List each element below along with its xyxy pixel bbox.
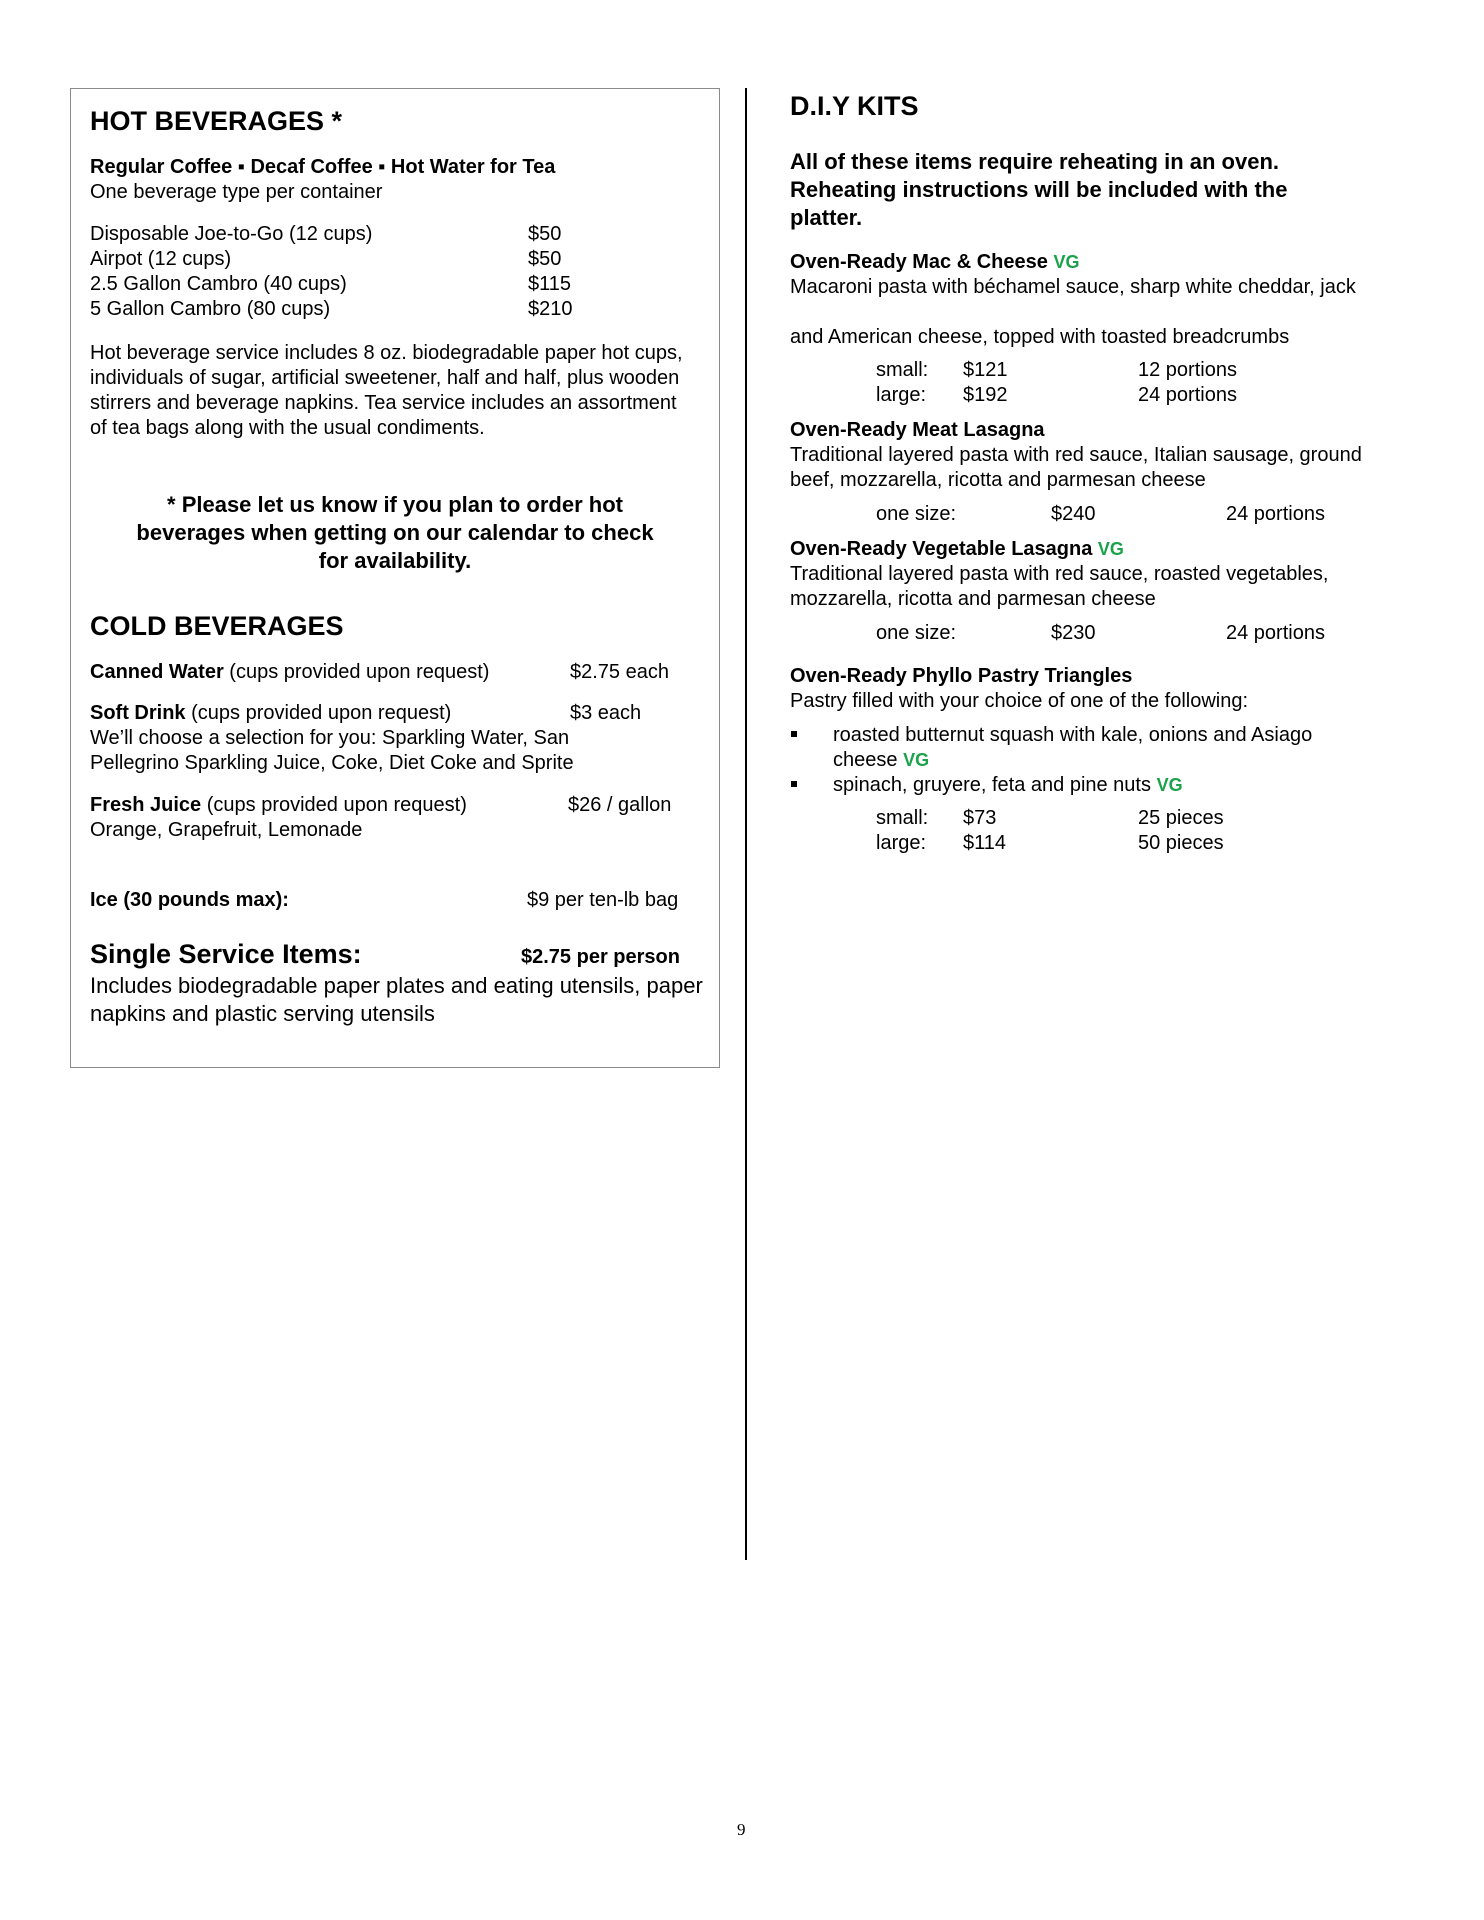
mac-cheese-name: Oven-Ready Mac & Cheese (790, 251, 1048, 273)
price-amount: $192 (963, 384, 1008, 406)
diy-intro: All of these items require reheating in an oven. Reheating instructions will be included with the platter. (790, 149, 1288, 230)
fresh-juice-line (90, 793, 467, 818)
phyllo-option-1-cont (833, 748, 929, 773)
phyllo-option-2: spinach, gruyere, feta and pine nuts (833, 774, 1151, 796)
price-size: small: (876, 807, 929, 829)
ice-label: Ice (30 pounds max): (90, 889, 289, 911)
mac-cheese-description-1: Macaroni pasta with béchamel sauce, sharp white cheddar, jack (790, 276, 1356, 298)
hot-item-price: $115 (528, 273, 572, 295)
canned-water-note: (cups provided upon request) (229, 661, 490, 683)
soft-drink-line (90, 701, 451, 726)
vegetarian-badge: VG (903, 750, 930, 770)
soft-drink-note: (cups provided upon request) (191, 702, 452, 724)
veg-lasagna-description: Traditional layered pasta with red sauce, roasted vegetables, mozzarella, ricotta and parmesan cheese (790, 563, 1329, 610)
mac-cheese-heading (790, 250, 1079, 275)
hot-item-name: 5 Gallon Cambro (80 cups) (90, 298, 331, 320)
mac-cheese-description-2: and American cheese, topped with toasted breadcrumbs (790, 326, 1290, 348)
hot-item-name: Disposable Joe-to-Go (12 cups) (90, 223, 373, 245)
phyllo-option-1-end: cheese (833, 749, 898, 771)
hot-beverage-types-note: One beverage type per container (90, 181, 383, 203)
diy-kits-title: D.I.Y KITS (790, 91, 919, 121)
price-size: large: (876, 832, 927, 854)
hot-item-name: Airpot (12 cups) (90, 248, 232, 270)
price-size: large: (876, 384, 927, 406)
column-divider (745, 88, 747, 1560)
price-portions: 24 portions (1138, 384, 1237, 406)
hot-item-name: 2.5 Gallon Cambro (40 cups) (90, 273, 347, 295)
fresh-juice-price: $26 / gallon (568, 794, 672, 816)
canned-water-name: Canned Water (90, 661, 224, 683)
price-portions: 12 portions (1138, 359, 1237, 381)
veg-lasagna-name: Oven-Ready Vegetable Lasagna (790, 538, 1093, 560)
price-size: small: (876, 359, 929, 381)
fresh-juice-description: Orange, Grapefruit, Lemonade (90, 819, 363, 841)
price-portions: 50 pieces (1138, 832, 1224, 854)
hot-beverage-types: Regular Coffee ▪ Decaf Coffee ▪ Hot Water for Tea (90, 156, 556, 178)
bullet-icon (791, 781, 797, 787)
price-amount: $73 (963, 807, 997, 829)
fresh-juice-name: Fresh Juice (90, 794, 202, 816)
price-amount: $240 (1051, 503, 1096, 525)
price-size: one size: (876, 622, 957, 644)
price-size: one size: (876, 503, 957, 525)
price-amount: $121 (963, 359, 1008, 381)
page-number: 9 (737, 1820, 746, 1839)
price-portions: 24 portions (1226, 622, 1325, 644)
single-service-price: $2.75 per person (521, 946, 680, 968)
hot-item-price: $210 (528, 298, 573, 320)
vegetarian-badge: VG (1053, 252, 1080, 272)
soft-drink-name: Soft Drink (90, 702, 186, 724)
canned-water-price: $2.75 each (570, 661, 669, 683)
soft-drink-price: $3 each (570, 702, 642, 724)
price-amount: $114 (963, 832, 1007, 854)
phyllo-option-1: roasted butternut squash with kale, onions and Asiago (833, 724, 1313, 746)
meat-lasagna-name: Oven-Ready Meat Lasagna (790, 419, 1045, 441)
phyllo-description: Pastry filled with your choice of one of the following: (790, 690, 1249, 712)
price-amount: $230 (1051, 622, 1096, 644)
hot-item-price: $50 (528, 248, 562, 270)
vegetarian-badge: VG (1156, 775, 1183, 795)
veg-lasagna-heading (790, 537, 1124, 562)
price-portions: 25 pieces (1138, 807, 1224, 829)
meat-lasagna-description: Traditional layered pasta with red sauce, Italian sausage, ground beef, mozzarella, ricotta and parmesan cheese (790, 444, 1362, 491)
bullet-icon (791, 731, 797, 737)
ice-price: $9 per ten-lb bag (527, 889, 679, 911)
hot-beverage-notice: * Please let us know if you plan to order hot beverages when getting on our calendar to check for availability. (136, 492, 654, 573)
phyllo-option-2-line (833, 773, 1183, 798)
hot-item-price: $50 (528, 223, 562, 245)
cold-beverages-title: COLD BEVERAGES (90, 611, 344, 641)
single-service-title: Single Service Items: (90, 939, 362, 969)
single-service-description: Includes biodegradable paper plates and eating utensils, paper napkins and plastic serving utensils (90, 973, 703, 1026)
phyllo-name: Oven-Ready Phyllo Pastry Triangles (790, 665, 1133, 687)
canned-water-line (90, 660, 489, 685)
fresh-juice-note: (cups provided upon request) (206, 794, 467, 816)
price-portions: 24 portions (1226, 503, 1325, 525)
hot-service-description: Hot beverage service includes 8 oz. biodegradable paper hot cups, individuals of sugar, artificial sweetener, half and half, plus wooden stirrers and beverage napkins. Tea service includes an assortment of tea bags along with the usual condiments. (90, 342, 683, 439)
hot-beverages-title: HOT BEVERAGES * (90, 106, 343, 136)
vegetarian-badge: VG (1097, 539, 1124, 559)
soft-drink-description: We’ll choose a selection for you: Sparkling Water, San Pellegrino Sparkling Juice, Coke, Diet Coke and Sprite (90, 727, 574, 774)
